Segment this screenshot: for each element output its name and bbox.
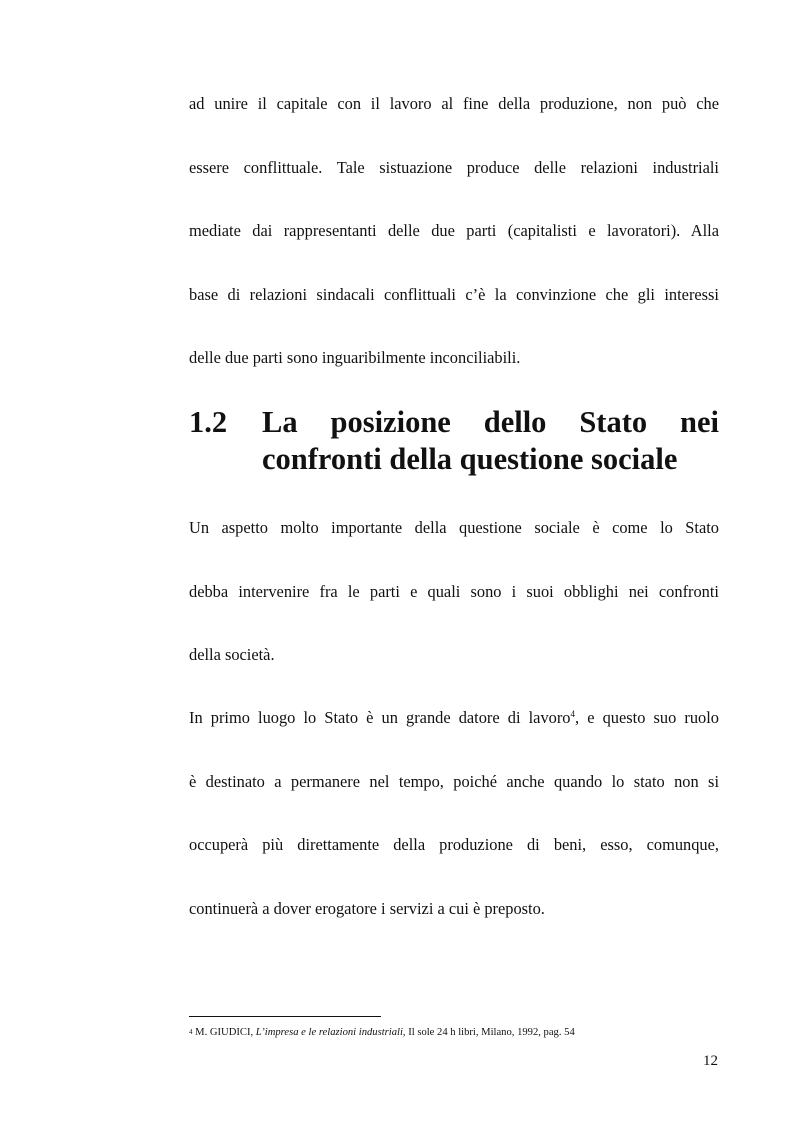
footnote-details: , Il sole 24 h libri, Milano, 1992, pag. 54	[402, 1027, 575, 1038]
text-line: delle due parti sono inguaribilmente inconciliabili.	[189, 348, 521, 367]
text-line: Un aspetto molto importante della questione sociale è come lo Stato	[189, 518, 719, 537]
text-line: mediate dai rappresentanti delle due parti (capitalisti e lavoratori). Alla	[189, 221, 719, 240]
section-title-line-1: La posizione dello Stato nei	[262, 405, 719, 439]
page-number: 12	[703, 1053, 718, 1069]
section-number: 1.2	[189, 405, 228, 439]
text-line: è destinato a permanere nel tempo, poiché anche quando lo stato non si	[189, 771, 719, 791]
section-title-line-2: confronti della questione sociale	[262, 442, 678, 476]
paragraph-3	[189, 686, 719, 940]
footnote-author: M. GIUDICI,	[192, 1027, 256, 1038]
text-line	[189, 686, 719, 750]
text-line: occuperà più direttamente della produzione di beni, esso, comunque,	[189, 835, 719, 854]
text-fragment: , e questo suo ruolo	[575, 708, 719, 727]
footnote-reference[interactable]: 4	[570, 709, 576, 719]
footnote-divider	[189, 1016, 381, 1017]
text-line: debba intervenire fra le parti e quali sono i suoi obblighi nei confronti	[189, 581, 719, 601]
text-line: della società.	[189, 645, 275, 664]
footnote	[189, 1026, 575, 1039]
section-heading	[189, 404, 719, 478]
text-line: essere conflittuale. Tale sistuazione produce delle relazioni industriali	[189, 157, 719, 177]
footnote-mark: 4	[189, 1028, 193, 1036]
text-line: continuerà a dover erogatore i servizi a cui è preposto.	[189, 898, 545, 918]
paragraph-1	[189, 72, 719, 390]
section-title	[262, 404, 719, 478]
paragraph-2	[189, 496, 719, 687]
footnote-title: L’impresa e le relazioni industriali	[255, 1027, 403, 1038]
text-fragment: In primo luogo lo Stato è un grande datore di lavoro	[189, 708, 571, 727]
text-line: base di relazioni sindacali conflittuali c’è la convinzione che gli interessi	[189, 284, 719, 304]
text-line: ad unire il capitale con il lavoro al fine della produzione, non può che	[189, 94, 719, 113]
